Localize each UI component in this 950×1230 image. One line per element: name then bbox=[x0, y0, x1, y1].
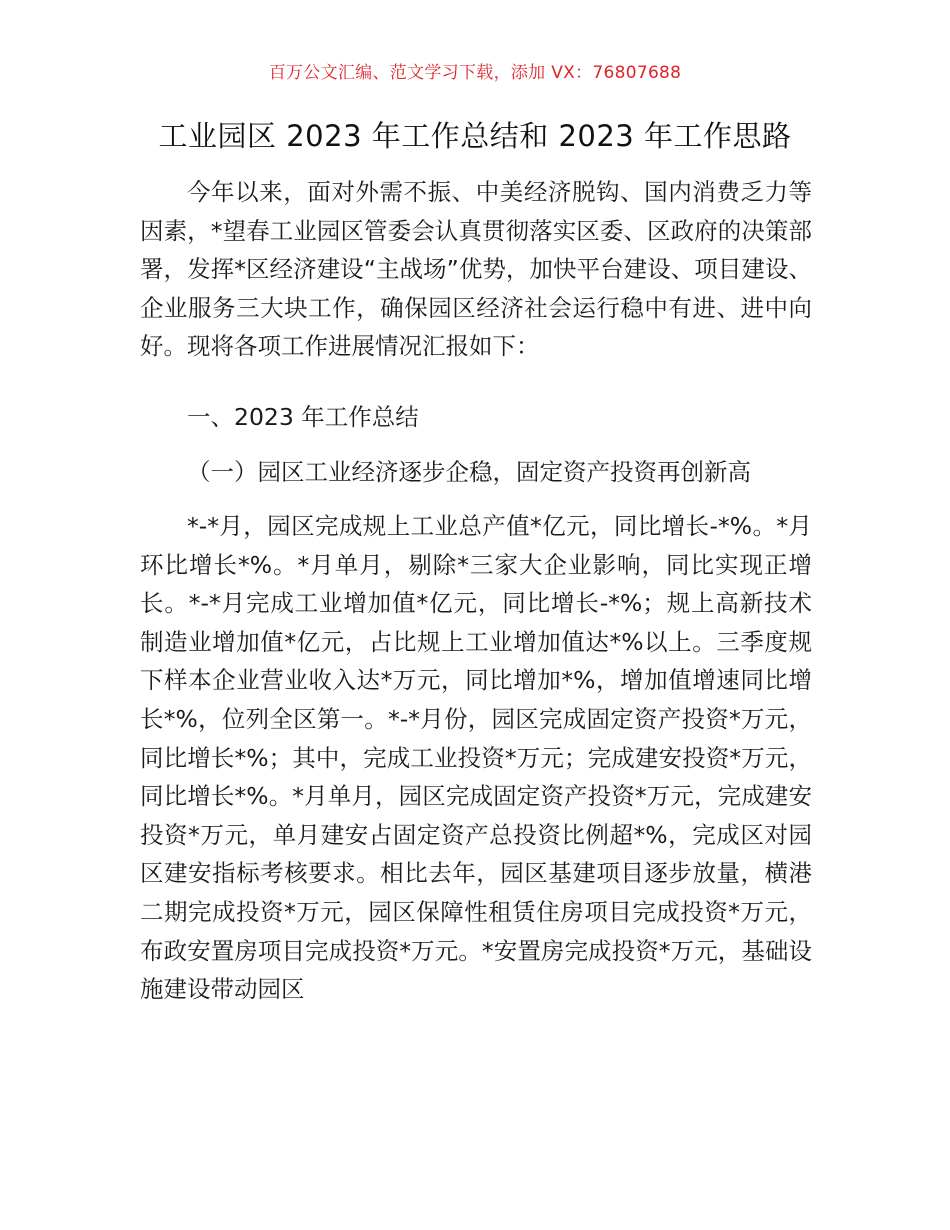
subsection-heading bbox=[140, 453, 812, 492]
intro-paragraph bbox=[140, 173, 812, 366]
section-heading bbox=[140, 398, 812, 437]
body-paragraph-text: *-*月，园区完成规上工业总产值*亿元，同比增长-*%。*月环比增长*%。*月单月，剔除*三家大企业影响，同比实现正增长。*-*月完成工业增加值*亿元，同比增长-*%；规上高新技术制造业增加值*亿元，占比规上工业增加值达*%以上。三季度规下样本企业营业收入达*万元，同比增加*%，增加值增速同比增长*%，位列全区第一。*-*月份，园区完成固定资产投资*万元，同比增长*%；其中，完成工业投资*万元；完成建安投资*万元，同比增长*%。*月单月，园区完成固定资产投资*万元，完成建安投资*万元，单月建安占固定资产总投资比例超*%，完成区对园区建安指标考核要求。相比去年，园区基建项目逐步放量，横港二期完成投资*万元，园区保障性租赁住房项目完成投资*万元，布政安置房项目完成投资*万元。*安置房完成投资*万元，基础设施建设带动园区 bbox=[140, 512, 812, 1004]
document-title: 工业园区 2023 年工作总结和 2023 年工作思路 bbox=[158, 119, 792, 153]
section-heading-text: 一、2023 年工作总结 bbox=[187, 403, 419, 431]
intro-text: 今年以来，面对外需不振、中美经济脱钩、国内消费乏力等因素，*望春工业园区管委会认真贯彻落实区委、区政府的决策部署，发挥*区经济建设“主战场”优势，加快平台建设、项目建设、企业服务三大块工作，确保园区经济社会运行稳中有进、进中向好。现将各项工作进展情况汇报如下： bbox=[140, 178, 812, 361]
subsection-heading-text: （一）园区工业经济逐步企稳，固定资产投资再创新高 bbox=[187, 458, 751, 486]
body-paragraph bbox=[140, 507, 812, 1009]
promo-banner: 百万公文汇编、范文学习下载，添加 VX：76807688 bbox=[268, 63, 682, 83]
